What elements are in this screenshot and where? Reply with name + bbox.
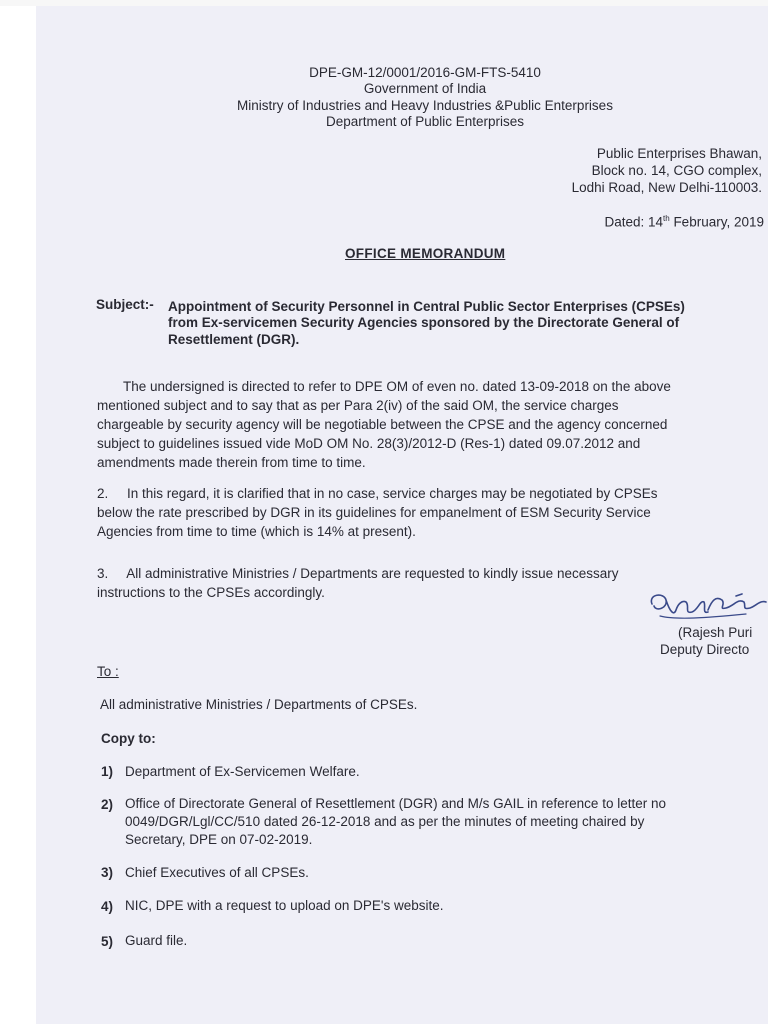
copy-item-number: 4) [101, 899, 114, 914]
address-line-3: Lodhi Road, New Delhi-110003. [571, 180, 762, 195]
copy-item-3: Chief Executives of all CPSEs. [125, 865, 309, 880]
subject-line-2: from Ex-servicemen Security Agencies sponsored by the Directorate General of [168, 315, 680, 330]
to-label: To : [97, 664, 119, 679]
copy-item-number: 2) [101, 797, 114, 812]
to-recipients: All administrative Ministries / Departments of CPSEs. [100, 697, 418, 712]
p2-line: Agencies from time to time (which is 14% at present). [97, 524, 416, 539]
copy-item-2-line-2: 0049/DGR/Lgl/CC/510 dated 26-12-2018 and as per the minutes of meeting chaired by [125, 814, 645, 829]
copy-item-5: Guard file. [125, 933, 188, 948]
file-number: DPE-GM-12/0001/2016-GM-FTS-5410 [309, 65, 541, 80]
copy-item-4: NIC, DPE with a request to upload on DPE's website. [125, 898, 444, 913]
copy-item-1: Department of Ex-Servicemen Welfare. [125, 764, 360, 779]
date-sup: th [663, 214, 670, 223]
signatory-designation: Deputy Directo [660, 642, 750, 657]
copy-item-number: 5) [101, 934, 114, 949]
address-line-2: Block no. 14, CGO complex, [591, 163, 762, 178]
subject-label: Subject:- [96, 297, 154, 312]
subject-line-3: Resettlement (DGR). [168, 332, 300, 347]
p1-line: chargeable by security agency will be negotiable between the CPSE and the agency concerned [97, 417, 668, 432]
signatory-name: (Rajesh Puri [678, 625, 753, 640]
memo-title: OFFICE MEMORANDUM [345, 246, 506, 261]
handwritten-signature [646, 590, 768, 626]
copy-item-2-line-1: Office of Directorate General of Resettlement (DGR) and M/s GAIL in reference to letter no [125, 796, 666, 811]
dated-line [604, 210, 764, 231]
p1-line: The undersigned is directed to refer to DPE OM of even no. dated 13-09-2018 on the above [97, 379, 671, 394]
govt-line: Government of India [363, 81, 487, 96]
p1-line: mentioned subject and to say that as per Para 2(iv) of the said OM, the service charges [97, 398, 619, 413]
subject-line-1: Appointment of Security Personnel in Central Public Sector Enterprises (CPSEs) [168, 299, 685, 314]
p3-line: instructions to the CPSEs accordingly. [97, 585, 325, 600]
address-line-1: Public Enterprises Bhawan, [596, 146, 762, 161]
copy-item-number: 1) [101, 764, 114, 779]
p1-line: subject to guidelines issued vide MoD OM No. 28(3)/2012-D (Res-1) dated 09.07.2012 and [97, 436, 641, 451]
paragraph-1 [97, 377, 768, 472]
copy-item-2-line-3: Secretary, DPE on 07-02-2019. [125, 832, 313, 847]
date-rest: February, 2019 [669, 214, 764, 230]
copy-to-label: Copy to: [101, 731, 156, 746]
p3-line: 3. All administrative Ministries / Departments are requested to kindly issue necessary [97, 566, 619, 581]
p2-line: 2. In this regard, it is clarified that in no case, service charges may be negotiated by CPSEs [97, 486, 658, 501]
ministry-line: Ministry of Industries and Heavy Industries &Public Enterprises [237, 98, 613, 113]
copy-item-number: 3) [101, 865, 114, 880]
p2-line: below the rate prescribed by DGR in its guidelines for empanelment of ESM Security Service [97, 505, 651, 520]
p1-line: amendments made therein from time to time. [97, 455, 366, 470]
date-label: Dated: 14 [604, 214, 664, 230]
paragraph-2 [97, 484, 768, 541]
department-line: Department of Public Enterprises [325, 114, 525, 129]
